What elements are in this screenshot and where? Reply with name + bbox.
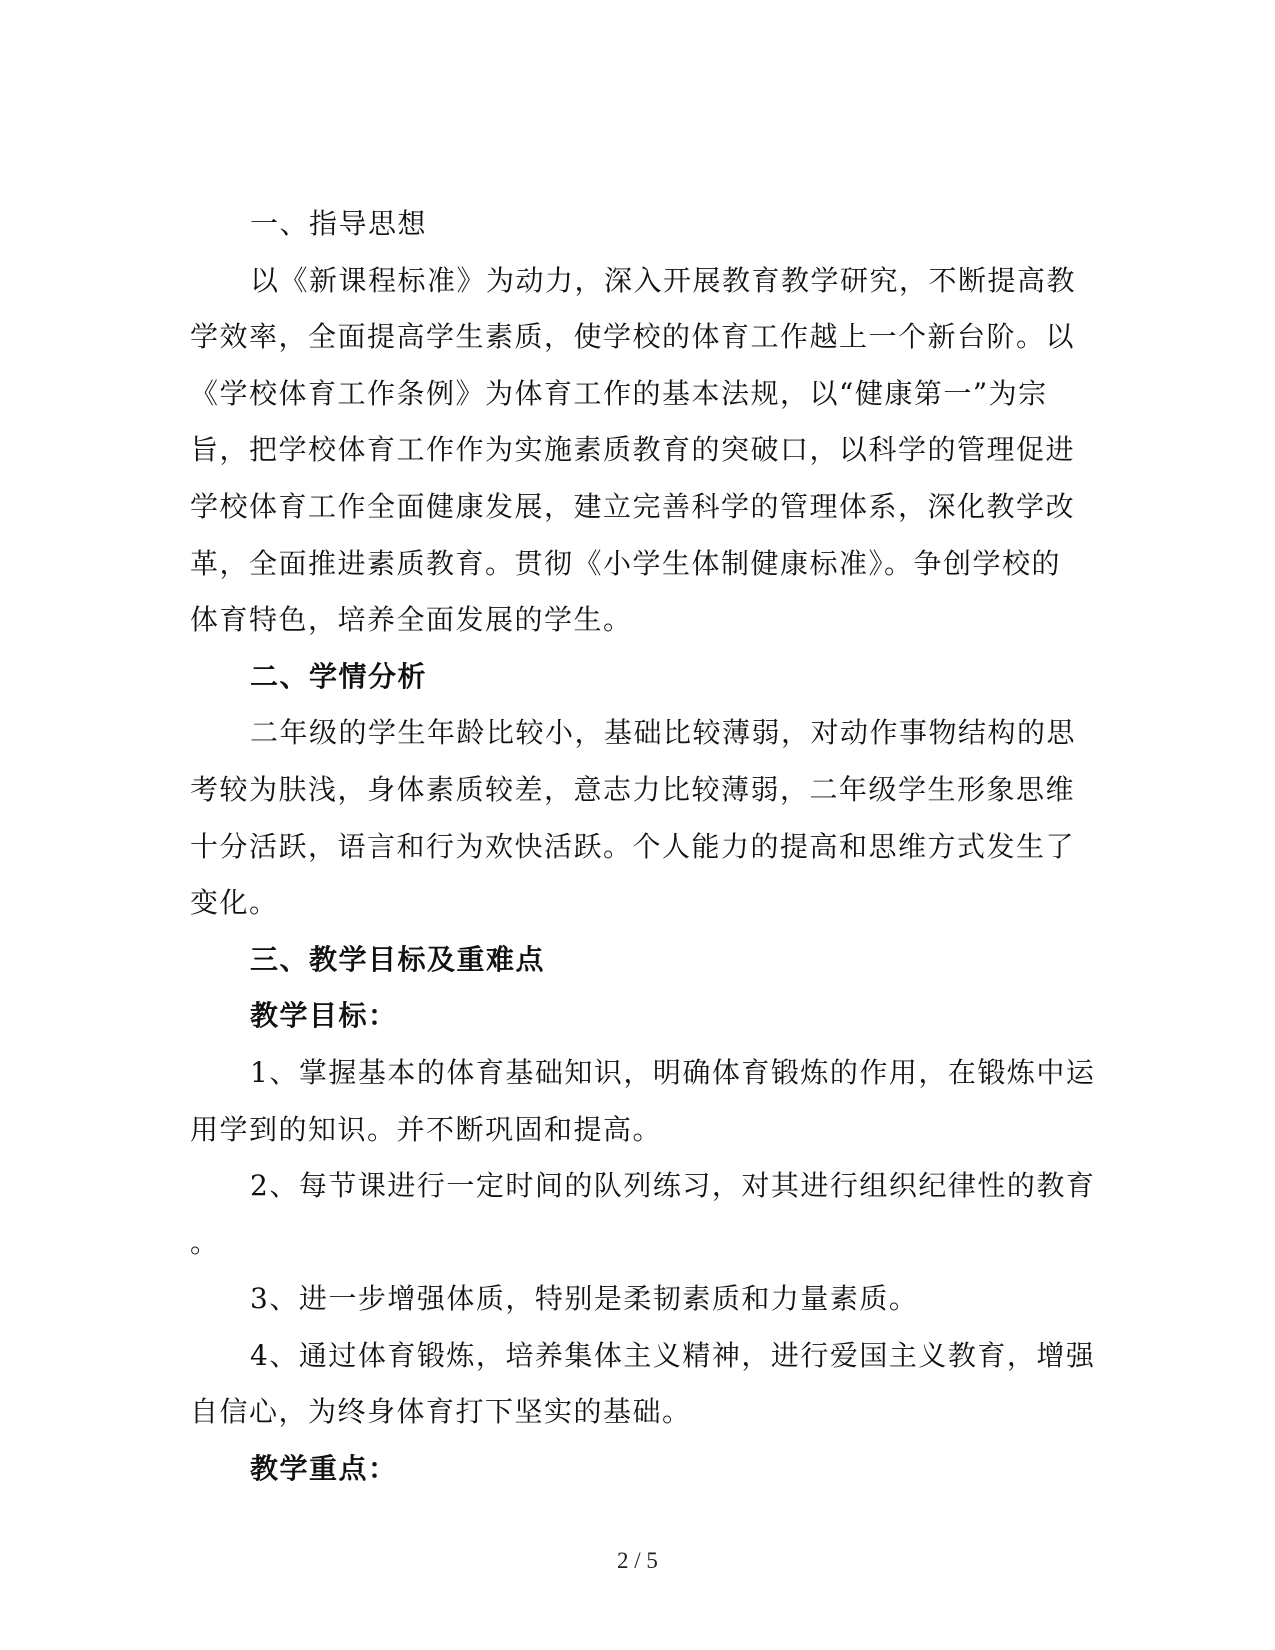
text-line: 二年级的学生年龄比较小，基础比较薄弱，对动作事物结构的思 — [250, 716, 1077, 750]
text-line: 3、进一步增强体质，特别是柔韧素质和力量素质。 — [250, 1282, 919, 1316]
list-item-goal-4 — [190, 1328, 1096, 1441]
text-line: 《学校体育工作条例》为体育工作的基本法规，以“健康第一”为宗 — [190, 376, 1048, 410]
text-line: 革，全面推进素质教育。贯彻《小学生体制健康标准》。争创学校的 — [190, 546, 1062, 580]
text-line: 变化。 — [190, 886, 279, 920]
page-number: 2 / 5 — [617, 1548, 658, 1573]
paragraph-guiding-ideology — [190, 253, 1085, 649]
paragraph-student-analysis — [190, 705, 1085, 931]
list-item-goal-3 — [190, 1271, 1085, 1328]
section-heading-student-analysis: 二、学情分析 — [250, 659, 428, 693]
subheading-teaching-goals: 教学目标： — [250, 999, 398, 1033]
text-line: 4、通过体育锻炼，培养集体主义精神，进行爱国主义教育，增强 — [250, 1338, 1096, 1372]
text-line: 学校体育工作全面健康发展，建立完善科学的管理体系，深化教学改 — [190, 489, 1076, 523]
text-line: 1、掌握基本的体育基础知识，明确体育锻炼的作用，在锻炼中运 — [250, 1055, 1096, 1089]
text-line: 体育特色，培养全面发展的学生。 — [190, 603, 633, 637]
list-item-goal-2 — [190, 1158, 1096, 1271]
text-line: 考较为肤浅，身体素质较差，意志力比较薄弱，二年级学生形象思维 — [190, 772, 1076, 806]
text-line: 旨，把学校体育工作作为实施素质教育的突破口，以科学的管理促进 — [190, 433, 1076, 467]
text-line: 以《新课程标准》为动力，深入开展教育教学研究，不断提高教 — [250, 263, 1077, 297]
text-line: 。 — [190, 1225, 220, 1259]
document-body — [190, 196, 1096, 1498]
text-line: 用学到的知识。并不断巩固和提高。 — [190, 1112, 663, 1146]
subheading-teaching-key-points: 教学重点： — [250, 1452, 398, 1486]
text-line: 自信心，为终身体育打下坚实的基础。 — [190, 1395, 692, 1429]
text-line: 2、每节课进行一定时间的队列练习，对其进行组织纪律性的教育 — [250, 1169, 1096, 1203]
text-line: 学效率，全面提高学生素质，使学校的体育工作越上一个新台阶。以 — [190, 320, 1076, 354]
list-item-goal-1 — [190, 1045, 1096, 1158]
section-heading-teaching-goals-and-key-points: 三、教学目标及重难点 — [250, 942, 546, 976]
text-line: 十分活跃，语言和行为欢快活跃。个人能力的提高和思维方式发生了 — [190, 829, 1076, 863]
section-heading-guiding-ideology: 一、指导思想 — [250, 207, 428, 240]
